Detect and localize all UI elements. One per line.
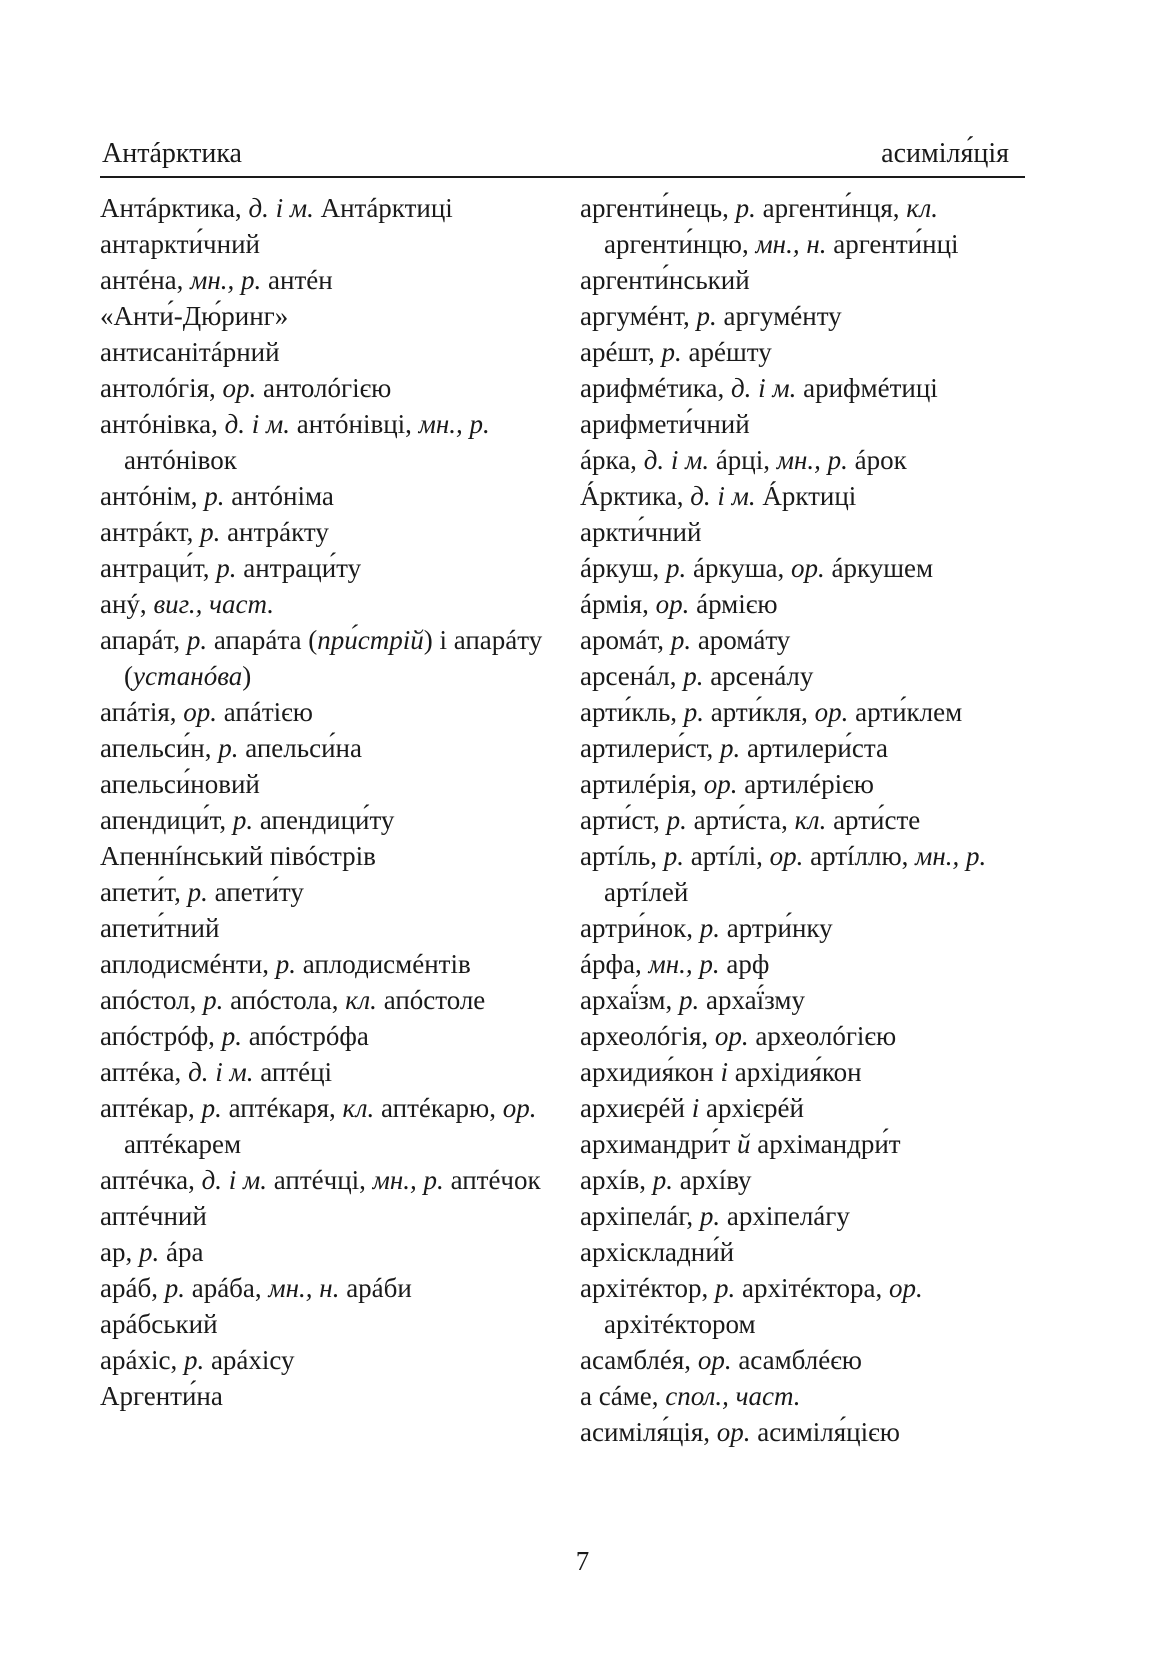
- entry-text: арáбський: [100, 1309, 218, 1339]
- grammar-label: р.: [666, 805, 687, 835]
- entry-text: аптéчка,: [100, 1165, 202, 1195]
- dictionary-entry: [580, 982, 1025, 1018]
- entry-text: аргенти́нці: [826, 229, 959, 259]
- entry-text: ар,: [100, 1237, 139, 1267]
- entry-text: архімандри́т: [750, 1129, 901, 1159]
- grammar-label: мн., н.: [268, 1273, 340, 1303]
- entry-text: апóстрóфа: [241, 1021, 369, 1051]
- dictionary-entry: [100, 550, 550, 586]
- entry-text: арти́кля,: [704, 697, 815, 727]
- dictionary-entry: [580, 478, 1025, 514]
- grammar-label: р.: [652, 1165, 673, 1195]
- dictionary-entry: [580, 1378, 1025, 1414]
- entry-text: архіпелáг,: [580, 1201, 700, 1231]
- dictionary-entry: [100, 406, 550, 478]
- entry-text: антраци́т,: [100, 553, 217, 583]
- entry-text: áркушем: [824, 553, 934, 583]
- grammar-label: мн., р.: [372, 1165, 444, 1195]
- grammar-label: д. і м.: [730, 373, 797, 403]
- entry-text: áрок: [847, 445, 907, 475]
- entry-text: арф: [719, 949, 770, 979]
- grammar-label: ор.: [791, 553, 825, 583]
- grammar-label: р.: [699, 1201, 721, 1231]
- entry-text: артилéрія,: [580, 769, 704, 799]
- dictionary-entry: [100, 478, 550, 514]
- grammar-label: р.: [186, 625, 208, 655]
- entry-text: арифмéтика,: [580, 373, 731, 403]
- entry-text: аптéкарем: [124, 1129, 242, 1159]
- entry-text: арáб,: [100, 1273, 165, 1303]
- grammar-label: р.: [696, 301, 717, 331]
- grammar-label: р.: [735, 193, 756, 223]
- grammar-label: і: [691, 1093, 700, 1123]
- grammar-label: р.: [678, 985, 700, 1015]
- entry-text: апóстоле: [376, 985, 486, 1015]
- entry-text: апóстола,: [223, 985, 346, 1015]
- entry-text: артíлей: [604, 877, 689, 907]
- entry-text: Аргенти́на: [100, 1381, 223, 1411]
- entry-text: апети́ту: [207, 877, 304, 907]
- grammar-label: кл.: [794, 805, 827, 835]
- entry-text: артíлі,: [683, 841, 770, 871]
- entry-text: арéшту: [681, 337, 772, 367]
- entry-text: апóстол,: [100, 985, 204, 1015]
- dictionary-entry: [580, 658, 1025, 694]
- guide-word-right: асиміля́ція: [881, 138, 1009, 169]
- dictionary-entry: [580, 1162, 1025, 1198]
- grammar-label: д. і м.: [188, 1057, 254, 1087]
- entry-text: арéшт,: [580, 337, 662, 367]
- grammar-label: мн., р.: [648, 949, 720, 979]
- entry-text: антолóгією: [256, 373, 392, 403]
- dictionary-entry: [580, 190, 1025, 262]
- entry-text: артилери́ста: [740, 733, 888, 763]
- dictionary-entry: [100, 298, 550, 334]
- entry-text: апарáта (: [207, 625, 318, 655]
- grammar-label: р.: [201, 1093, 222, 1123]
- entry-text: аптéчок: [443, 1165, 541, 1195]
- grammar-label: р.: [720, 733, 741, 763]
- entry-text: аромáту: [691, 625, 791, 655]
- grammar-label: р.: [683, 661, 704, 691]
- entry-text: апáтія,: [100, 697, 184, 727]
- grammar-label: р.: [200, 517, 221, 547]
- entry-text: апельси́новий: [100, 769, 260, 799]
- entry-text: архітéктором: [604, 1309, 756, 1339]
- entry-text: аптéка,: [100, 1057, 189, 1087]
- dictionary-entry: [580, 406, 1025, 442]
- dictionary-entry: [100, 262, 550, 298]
- entry-text: арáби: [339, 1273, 412, 1303]
- grammar-label: р.: [661, 337, 682, 367]
- dictionary-entry: [580, 442, 1025, 478]
- dictionary-entry: [100, 1018, 550, 1054]
- dictionary-entry: [580, 730, 1025, 766]
- entry-text: архієрéй: [699, 1093, 804, 1123]
- dictionary-entry: [580, 334, 1025, 370]
- dictionary-entry: [580, 766, 1025, 802]
- entry-text: аптéкар,: [100, 1093, 202, 1123]
- dictionary-entry: [580, 838, 1025, 910]
- dictionary-entry: [580, 1090, 1025, 1126]
- entry-text: архиєрéй: [580, 1093, 692, 1123]
- entry-text: антéна,: [100, 265, 191, 295]
- dictionary-entry: [100, 622, 550, 694]
- entry-text: аромáт,: [580, 625, 671, 655]
- entry-text: артилéрією: [737, 769, 874, 799]
- entry-text: архідия́кон: [728, 1057, 862, 1087]
- entry-text: аптéці: [253, 1057, 333, 1087]
- entry-text: Антáрктика,: [100, 193, 249, 223]
- entry-text: арсенáл,: [580, 661, 684, 691]
- entry-text: архидия́кон: [580, 1057, 721, 1087]
- entry-text: антрáкту: [220, 517, 329, 547]
- entry-text: антрáкт,: [100, 517, 201, 547]
- grammar-label: ор.: [655, 589, 690, 619]
- dictionary-entry: [100, 1090, 550, 1162]
- dictionary-column-right: [580, 190, 1025, 1450]
- grammar-label: р.: [670, 625, 692, 655]
- grammar-label: мн., р.: [915, 841, 987, 871]
- grammar-label: ор.: [703, 769, 738, 799]
- entry-text: апóстрóф,: [100, 1021, 222, 1051]
- grammar-label: кл.: [345, 985, 377, 1015]
- entry-text: арáба,: [184, 1273, 269, 1303]
- entry-text: архíву: [672, 1165, 752, 1195]
- dictionary-entry: [100, 226, 550, 262]
- dictionary-entry: [100, 190, 550, 226]
- entry-text: артри́нок,: [580, 913, 700, 943]
- grammar-label: і: [720, 1057, 728, 1087]
- entry-text: апарáт,: [100, 625, 187, 655]
- grammar-label: ор.: [769, 841, 804, 871]
- dictionary-entry: [100, 694, 550, 730]
- entry-text: апети́тний: [100, 913, 220, 943]
- grammar-label: ор.: [814, 697, 849, 727]
- grammar-label: р.: [663, 841, 684, 871]
- dictionary-entry: [100, 910, 550, 946]
- entry-text: асиміля́цією: [750, 1417, 900, 1447]
- entry-text: арáхіс,: [100, 1345, 184, 1375]
- grammar-label: р.: [164, 1273, 185, 1303]
- entry-text: археолóгія,: [580, 1021, 715, 1051]
- entry-text: архíв,: [580, 1165, 653, 1195]
- entry-text: арти́клем: [848, 697, 963, 727]
- entry-text: арифмети́чний: [580, 409, 750, 439]
- entry-text: архітéктора,: [735, 1273, 889, 1303]
- dictionary-entry: [580, 1054, 1025, 1090]
- entry-text: áркуш,: [580, 553, 667, 583]
- entry-text: архаї́зму: [699, 985, 805, 1015]
- entry-text: арти́кль,: [580, 697, 684, 727]
- entry-text: антóніма: [224, 481, 334, 511]
- grammar-label: р.: [232, 805, 254, 835]
- dictionary-entry: [580, 694, 1025, 730]
- dictionary-entry: [100, 1342, 550, 1378]
- page-number: 7: [575, 1546, 590, 1576]
- grammar-label: кл.: [342, 1093, 375, 1123]
- entry-text: аргенти́нський: [580, 265, 750, 295]
- entry-text: артíллю,: [803, 841, 916, 871]
- entry-text: аплодисмéнти,: [100, 949, 276, 979]
- dictionary-entry: [580, 1018, 1025, 1054]
- entry-text: Апеннíнський півóстрів: [100, 841, 376, 871]
- dictionary-entry: [100, 766, 550, 802]
- entry-text: антисанітáрний: [100, 337, 280, 367]
- grammar-label: мн., р.: [418, 409, 490, 439]
- grammar-label: р.: [666, 553, 687, 583]
- grammar-label: р.: [204, 481, 225, 511]
- entry-text: антóнівці,: [290, 409, 419, 439]
- dictionary-entry: [580, 1234, 1025, 1270]
- grammar-label: ор.: [716, 1417, 751, 1447]
- entry-text: асиміля́ція,: [580, 1417, 717, 1447]
- entry-text: антóнівок: [124, 445, 237, 475]
- grammar-label: р.: [714, 1273, 736, 1303]
- entry-text: арти́ст,: [580, 805, 667, 835]
- entry-text: арти́сте: [826, 805, 921, 835]
- running-header: [100, 138, 1025, 178]
- grammar-label: р.: [216, 553, 237, 583]
- grammar-label: мн., р.: [190, 265, 262, 295]
- grammar-label: ор.: [502, 1093, 537, 1123]
- entry-text: аргумéнту: [716, 301, 842, 331]
- grammar-label: при́стрій: [317, 625, 424, 655]
- entry-text: аркти́чний: [580, 517, 702, 547]
- entry-text: Áрктика,: [580, 481, 691, 511]
- dictionary-entry: [100, 370, 550, 406]
- entry-text: антаркти́чний: [100, 229, 260, 259]
- dictionary-entry: [100, 802, 550, 838]
- dictionary-entry: [580, 1342, 1025, 1378]
- grammar-label: устанóва: [133, 661, 243, 691]
- entry-text: антóнівка,: [100, 409, 225, 439]
- entry-text: архіскладни́й: [580, 1237, 735, 1267]
- entry-text: асамблéя,: [580, 1345, 698, 1375]
- entry-text: аргенти́нцю,: [604, 229, 756, 259]
- dictionary-entry: [580, 514, 1025, 550]
- entry-text: апети́т,: [100, 877, 188, 907]
- dictionary-entry: [580, 298, 1025, 334]
- entry-text: áрмією: [689, 589, 778, 619]
- dictionary-entry: [580, 1126, 1025, 1162]
- grammar-label: р.: [187, 877, 208, 907]
- entry-text: Áрктиці: [755, 481, 857, 511]
- entry-text: арифмéтиці: [796, 373, 938, 403]
- grammar-label: кл.: [906, 193, 938, 223]
- entry-text: архіпелáгу: [720, 1201, 850, 1231]
- dictionary-entry: [100, 1270, 550, 1306]
- entry-text: архимандри́т: [580, 1129, 738, 1159]
- entry-text: антраци́ту: [236, 553, 362, 583]
- entry-text: аргенти́нець,: [580, 193, 736, 223]
- grammar-label: спол., част.: [665, 1381, 801, 1411]
- grammar-label: р.: [183, 1345, 205, 1375]
- dictionary-entry: [100, 1162, 550, 1198]
- grammar-label: р.: [221, 1021, 242, 1051]
- entry-text: антóнім,: [100, 481, 205, 511]
- dictionary-entry: [100, 838, 550, 874]
- grammar-label: р.: [138, 1237, 160, 1267]
- grammar-label: д. і м.: [643, 445, 710, 475]
- entry-text: áркуша,: [686, 553, 792, 583]
- entry-text: апельси́на: [238, 733, 362, 763]
- grammar-label: ор.: [888, 1273, 923, 1303]
- grammar-label: ор.: [714, 1021, 749, 1051]
- entry-text: áра: [159, 1237, 204, 1267]
- grammar-label: виг., част.: [153, 589, 275, 619]
- entry-text: аргумéнт,: [580, 301, 697, 331]
- dictionary-entry: [100, 514, 550, 550]
- dictionary-entry: [580, 262, 1025, 298]
- grammar-label: й: [737, 1129, 751, 1159]
- entry-text: анý,: [100, 589, 154, 619]
- grammar-label: р.: [683, 697, 705, 727]
- entry-text: «Анти́-Дю́ринг»: [100, 301, 289, 331]
- entry-text: áрка,: [580, 445, 644, 475]
- grammar-label: ор.: [183, 697, 218, 727]
- dictionary-entry: [580, 1270, 1025, 1342]
- dictionary-entry: [100, 1198, 550, 1234]
- entry-text: арáхісу: [204, 1345, 295, 1375]
- entry-text: артри́нку: [720, 913, 833, 943]
- dictionary-entry: [580, 946, 1025, 982]
- dictionary-entry: [100, 730, 550, 766]
- entry-text: ) і апарáту (: [124, 625, 543, 691]
- grammar-label: д. і м.: [201, 1165, 268, 1195]
- dictionary-column-left: [100, 190, 550, 1414]
- grammar-label: мн., н.: [755, 229, 827, 259]
- entry-text: áрфа,: [580, 949, 649, 979]
- entry-text: áрці,: [709, 445, 777, 475]
- entry-text: археолóгією: [748, 1021, 897, 1051]
- entry-text: ): [242, 661, 252, 691]
- entry-text: аптéчці,: [267, 1165, 373, 1195]
- dictionary-entry: [100, 1306, 550, 1342]
- grammar-label: р.: [275, 949, 296, 979]
- entry-text: архітéктор,: [580, 1273, 715, 1303]
- dictionary-entry: [100, 1378, 550, 1414]
- entry-text: артилери́ст,: [580, 733, 721, 763]
- dictionary-entry: [580, 550, 1025, 586]
- grammar-label: р.: [699, 913, 721, 943]
- dictionary-entry: [100, 874, 550, 910]
- dictionary-entry: [580, 370, 1025, 406]
- guide-word-left: Антáрктика: [102, 138, 242, 169]
- grammar-label: ор.: [222, 373, 257, 403]
- entry-text: аптéчний: [100, 1201, 207, 1231]
- entry-text: аптéкаря,: [221, 1093, 343, 1123]
- entry-text: архаї́зм,: [580, 985, 679, 1015]
- entry-text: арсенáлу: [703, 661, 814, 691]
- entry-text: антéн: [261, 265, 333, 295]
- dictionary-entry: [100, 946, 550, 982]
- grammar-label: р.: [203, 985, 224, 1015]
- dictionary-entry: [580, 1414, 1025, 1450]
- entry-text: артíль,: [580, 841, 664, 871]
- grammar-label: ор.: [697, 1345, 732, 1375]
- dictionary-entry: [100, 1054, 550, 1090]
- dictionary-entry: [100, 982, 550, 1018]
- grammar-label: д. і м.: [248, 193, 314, 223]
- entry-text: асамблéєю: [731, 1345, 862, 1375]
- dictionary-entry: [100, 586, 550, 622]
- dictionary-entry: [100, 1234, 550, 1270]
- grammar-label: д. і м.: [224, 409, 291, 439]
- entry-text: áрмія,: [580, 589, 656, 619]
- entry-text: апельси́н,: [100, 733, 219, 763]
- entry-text: Антáрктиці: [313, 193, 453, 223]
- entry-text: аргенти́нця,: [755, 193, 907, 223]
- entry-text: апáтією: [217, 697, 313, 727]
- entry-text: арти́ста,: [686, 805, 795, 835]
- entry-text: антолóгія,: [100, 373, 223, 403]
- grammar-label: р.: [218, 733, 239, 763]
- dictionary-entry: [580, 622, 1025, 658]
- grammar-label: мн., р.: [776, 445, 848, 475]
- entry-text: апендици́т,: [100, 805, 233, 835]
- dictionary-entry: [100, 334, 550, 370]
- entry-text: аптéкарю,: [374, 1093, 503, 1123]
- entry-text: а сáме,: [580, 1381, 666, 1411]
- entry-text: апендици́ту: [253, 805, 395, 835]
- dictionary-entry: [580, 1198, 1025, 1234]
- entry-text: аплодисмéнтів: [295, 949, 471, 979]
- dictionary-entry: [580, 586, 1025, 622]
- dictionary-entry: [580, 802, 1025, 838]
- grammar-label: д. і м.: [690, 481, 756, 511]
- dictionary-entry: [580, 910, 1025, 946]
